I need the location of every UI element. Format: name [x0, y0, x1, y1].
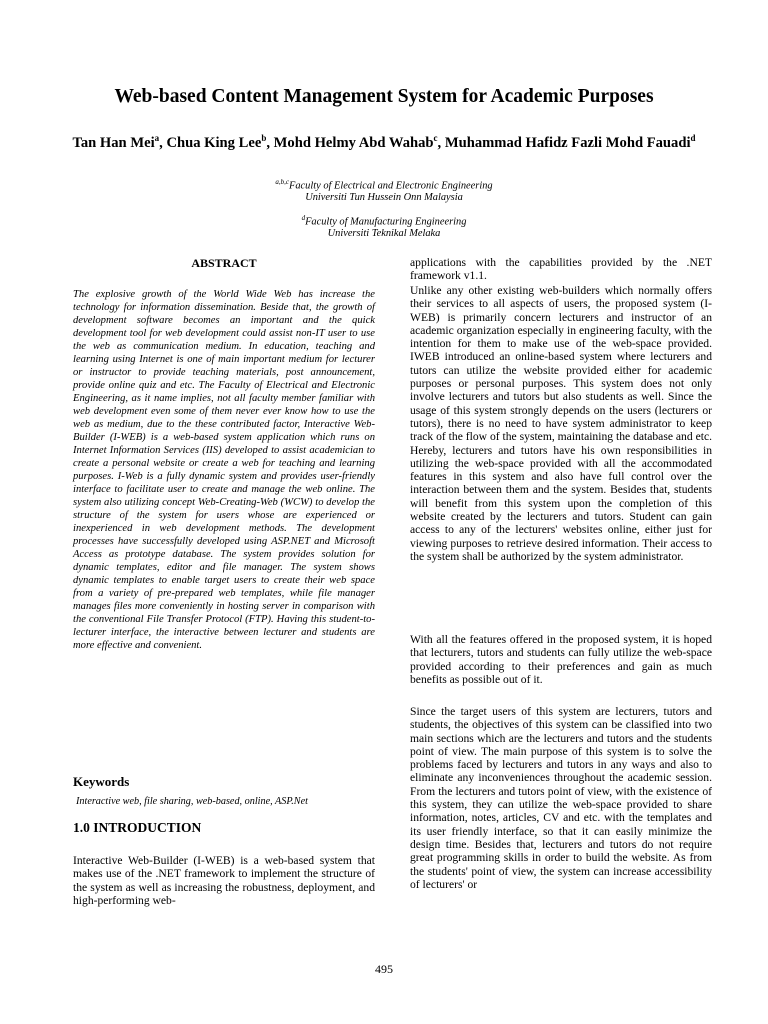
affiliation-1: [0, 176, 768, 204]
author-list: Tan Han Mei$^a$, Chua King Lee$^b$, Mohd Helmy Abd Wahab$^c$, Muhammad Hafidz Fazli Mohd Fauadi$^d$: [72, 133, 696, 151]
paper-title: Web-based Content Management System for Academic Purposes: [114, 86, 654, 107]
author-name: Mohd Helmy Abd Wahab: [273, 134, 434, 151]
abstract-heading: ABSTRACT: [191, 256, 257, 270]
affil-faculty: Faculty of Electrical and Electronic Engineering: [288, 180, 493, 192]
author-affil-mark: b: [261, 133, 267, 143]
author-name: Chua King Lee: [166, 134, 262, 151]
author-affil-mark: c: [433, 133, 438, 143]
introduction-heading: 1.0 INTRODUCTION: [73, 820, 202, 835]
keywords-text: Interactive web, file sharing, web-based, online, ASP.Net: [76, 796, 308, 807]
affil-faculty: Faculty of Manufacturing Engineering: [305, 216, 467, 228]
introduction-paragraph: Interactive Web-Builder (I-WEB) is a web-based system that makes use of the .NET framework to implement the structure of the system as well as increasing the robustness, deployment, and high-performing web-: [73, 854, 375, 907]
keywords-heading: Keywords: [73, 774, 130, 789]
affil-university: Universiti Tun Hussein Onn Malaysia: [305, 192, 463, 204]
right-paragraph-1: applications with the capabilities provided by the .NET framework v1.1.: [410, 256, 712, 283]
author-name: Muhammad Hafidz Fazli Mohd Fauadi: [444, 134, 691, 151]
author-name: Tan Han Mei: [72, 134, 155, 151]
author-affil-mark: d: [690, 133, 696, 143]
affil-mark: a,b,c: [275, 178, 289, 186]
right-paragraph-2: Unlike any other existing web-builders which normally offers their services to all aspects of users, the proposed system (I-WEB) is primarily concern lecturers and instructor of an academic organization especially in engineering faculty, with the intention for them to make use of the web-space provided. IWEB introduced an online-based system where lecturers and tutors can utilize the website provided either for academic purposes or personal purposes. This system does not only involve lecturers and tutors but also students as well. Since the usage of this system strongly depends on the users (lecturers or tutors), there is no need to have system administrator to keep track of the flow of the system, maintaining the database and etc. Hereby, lecturers and tutors have his own responsibilities in utilizing the web-space provided with all the accommodated features in this system and also have full control over the interaction between them and the system. Besides that, students will benefit from this system upon the completion of this website created by the lecturers and tutors. Student can gain access to any of the lecturers' websites online, either just for viewing purposes to retrieve desired information. Their access to the system shall be authorized by the system administrator.: [410, 284, 712, 563]
affil-mark: d: [301, 214, 306, 222]
affil-university: Universiti Teknikal Melaka: [327, 228, 441, 240]
right-paragraph-3: With all the features offered in the proposed system, it is hoped that lecturers, tutors and students can fully utilize the web-space provided according to their preferences and gain as much benefits as possible out of it.: [410, 633, 712, 686]
page-number: 495: [375, 962, 393, 976]
author-affil-mark: a: [154, 133, 160, 143]
right-paragraph-4: Since the target users of this system are lecturers, tutors and students, the objectives of this system can be classified into two main sections which are the lecturers and tutors and the students point of view. The main purpose of this system is to solve the problems faced by lecturers and tutors in any ways and also to eliminate any inconveniences throughout the academic session. From the lecturers and tutors point of view, with the existence of this system, they can utilize the web-space provided to share information, notes, articles, CV and etc. with the templates and its user friendly interface, so that it can easily minimize the design time. Besides that, lecturers and tutors do not require great programming skills in order to build the website. As from the students' point of view, the system can increase accessibility of lecturers' or: [410, 705, 712, 891]
abstract-text: The explosive growth of the World Wide Web has increase the technology for information dissemination. Beside that, the growth of development software becomes an important and the quick development tool for web development could assist non-IT user to use the web as communication medium. In education, teaching and learning using Internet is one of main important medium for lecturer or instructor to provide teaching materials, post announcement, provide online quiz and etc. The Faculty of Electrical and Electronic Engineering, as it name implies, not all faculty member familiar with web development even some of them never ever know how to use the web as medium, due to the these contributed factor, Interactive Web-Builder (I-WEB) is a web-based system application which runs on Internet Information Services (IIS) developed to assist academician to create a personal website or create a web for teaching and learning purposes. I-Web is a fully dynamic system and provides user-friendly interface to facilitate user to create and manage the web online. The system also utilizing concept Web-Creating-Web (WCW) to develop the structure of the system for users whose are experienced or inexperienced in web development methods. The development processes have successfully developed using ASP.NET and Microsoft Access as prototype database. The system provides solution for dynamic templates, editor and file manager. The system shows dynamic templates to enable target users to create their web space from a variety of pre-prepared web templates, while file manager manages files more conveniently in hosting server in comparison with the conventional File Transfer Protocol (FTP). Having this student-to-lecturer interface, the interactive between lecturer and students are more effective and convenient.: [73, 289, 375, 651]
affiliation-2: [0, 212, 768, 240]
